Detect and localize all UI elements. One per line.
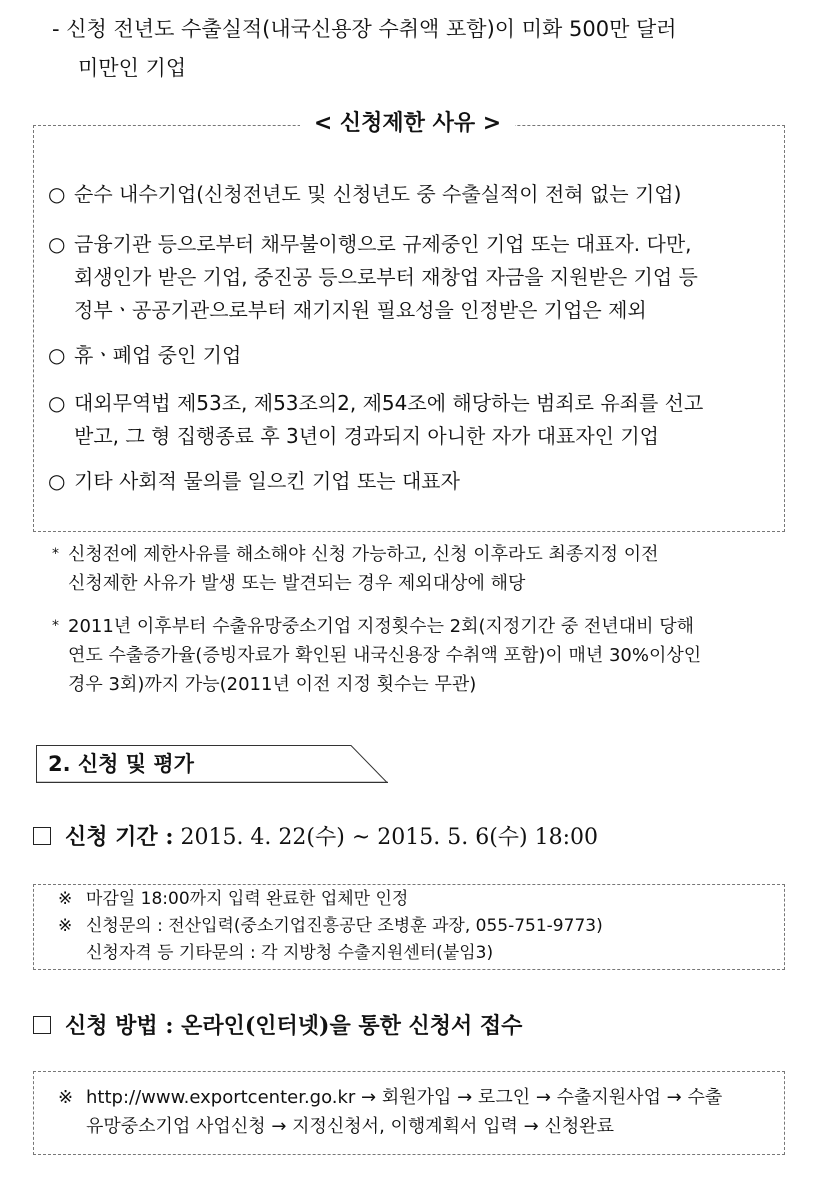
method-note: ※ http://www.exportcenter.go.kr → 회원가입 → 로그인 → 수출지원사업 → 수출: [58, 1087, 723, 1108]
circle-bullet: ○: [48, 391, 66, 415]
circle-bullet: ○: [48, 232, 66, 256]
restriction-item: ○ 기타 사회적 물의를 일으킨 기업 또는 대표자: [48, 465, 460, 498]
period-note: ※ 신청문의 : 전산입력(중소기업진흥공단 조병훈 과장, 055-751-9773): [58, 916, 603, 936]
restriction-item: ○ 순수 내수기업(신청전년도 및 신청년도 중 수출실적이 전혀 없는 기업): [48, 178, 681, 211]
asterisk-mark: *: [52, 546, 59, 562]
circle-bullet: ○: [48, 182, 66, 206]
intro-line: 미만인 기업: [78, 56, 187, 80]
restriction-title: < 신청제한 사유 >: [0, 107, 815, 141]
period-note: 신청자격 등 기타문의 : 각 지방청 수출지원센터(붙임3): [86, 943, 494, 963]
period-note: ※ 마감일 18:00까지 입력 완료한 업체만 인정: [58, 889, 409, 909]
method-note: 유망중소기업 사업신청 → 지정신청서, 이행계획서 입력 → 신청완료: [86, 1116, 615, 1137]
circle-bullet: ○: [48, 469, 66, 493]
restriction-item: ○ 휴ㆍ폐업 중인 기업: [48, 339, 241, 372]
asterisk-mark: *: [52, 618, 59, 634]
footnote: * 2011년 이후부터 수출유망중소기업 지정횟수는 2회(지정기간 중 전년대비 당해 연도 수출증가율(증빙자료가 확인된 내국신용장 수취액 포함)이 매년 30%이상인 경우 3회)까지 가능(2011년 이전 지정 횟수는 무관): [52, 612, 701, 699]
intro-criteria: [52, 10, 677, 88]
checkbox-square-icon: [33, 1016, 51, 1034]
method-heading: [33, 1009, 522, 1043]
checkbox-square-icon: [33, 827, 51, 845]
footnote: * 신청전에 제한사유를 해소해야 신청 가능하고, 신청 이후라도 최종지정 이전 신청제한 사유가 발생 또는 발견되는 경우 제외대상에 해당: [52, 540, 659, 598]
intro-line: - 신청 전년도 수출실적(내국신용장 수취액 포함)이 미화 500만 달러: [52, 17, 677, 41]
period-value: 2015. 4. 22(수) ~ 2015. 5. 6(수) 18:00: [180, 825, 599, 850]
section-title: 2. 신청 및 평가: [48, 752, 194, 776]
period-heading: [33, 820, 598, 855]
period-label: 신청 기간 :: [65, 824, 174, 850]
circle-bullet: ○: [48, 343, 66, 367]
restriction-item: ○ 금융기관 등으로부터 채무불이행으로 규제중인 기업 또는 대표자. 다만, 회생인가 받은 기업, 중진공 등으로부터 재창업 자금을 지원받은 기업 등 정부ㆍ공공기관으로부터 재기지원 필요성을 인정받은 기업은 제외: [48, 228, 698, 327]
restriction-item: ○ 대외무역법 제53조, 제53조의2, 제54조에 해당하는 범죄로 유죄를 선고 받고, 그 형 집행종료 후 3년이 경과되지 아니한 자가 대표자인 기업: [48, 387, 703, 453]
method-label: 신청 방법 : 온라인(인터넷)을 통한 신청서 접수: [65, 1013, 523, 1039]
